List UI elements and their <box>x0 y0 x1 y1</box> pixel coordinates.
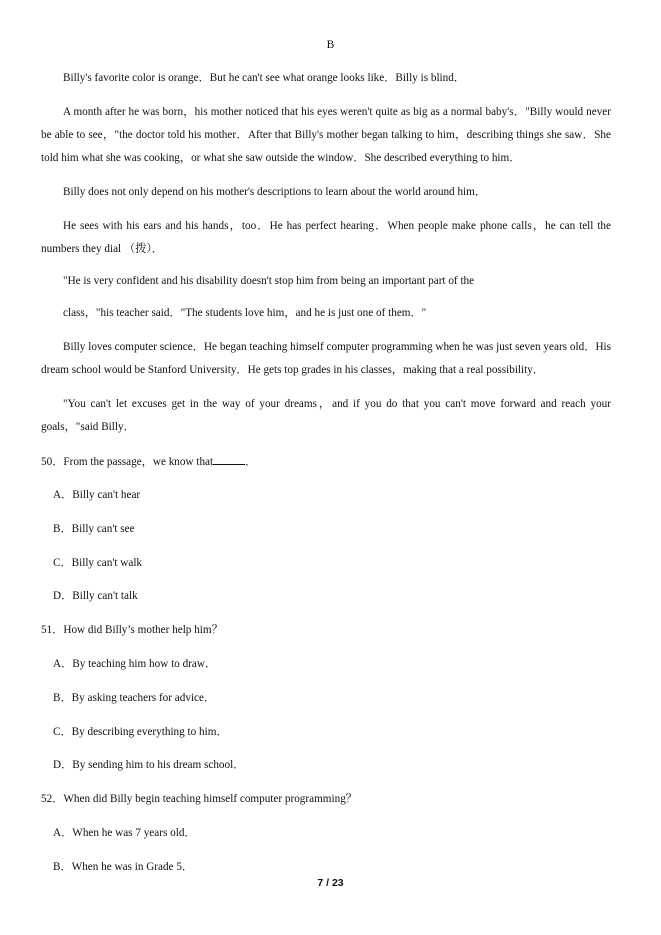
passage-paragraph-7: Billy loves computer science．He began teaching himself computer programming when he was just seven years old．His dream school would be Stanford University．He gets top grades in his classes，making that a real possibility． <box>41 341 611 376</box>
passage-paragraph-3: Billy does not only depend on his mother's descriptions to learn about the world around him． <box>63 186 487 198</box>
section-label: B <box>326 39 335 51</box>
passage-paragraph-6: class，"his teacher said．"The students love him，and he is just one of them．" <box>63 307 427 319</box>
answer-blank <box>213 454 245 465</box>
question-50-option-b: B．Billy can't see <box>53 523 135 535</box>
question-50-option-a: A．Billy can't hear <box>53 489 141 501</box>
passage-paragraph-8: "You can't let excuses get in the way of your dreams，and if you do that you can't move forward and reach your goals，"said Billy． <box>41 398 611 433</box>
question-50-option-c: C．Billy can't walk <box>53 557 143 569</box>
passage-paragraph-1: Billy's favorite color is orange．But he can't see what orange looks like．Billy is blind． <box>63 72 466 84</box>
question-51-option-c: C．By describing everything to him． <box>53 726 228 738</box>
passage-paragraph-5: "He is very confident and his disability doesn't stop him from being an important part of the <box>63 275 475 287</box>
question-50-stem: 50．From the passage，we know that ． <box>41 456 257 468</box>
passage-paragraph-4: He sees with his ears and his hands，too．He has perfect hearing．When people make phone calls，he can tell the numbers they dial （拨）． <box>41 220 611 255</box>
question-51-option-d: D．By sending him to his dream school． <box>53 759 245 771</box>
question-51-option-a: A．By teaching him how to draw． <box>53 658 217 670</box>
question-50-option-d: D．Billy can't talk <box>53 590 138 602</box>
page-number: 7 / 23 <box>317 877 344 889</box>
question-51-option-b: B．By asking teachers for advice． <box>53 692 216 704</box>
passage-paragraph-2: A month after he was born，his mother noticed that his eyes weren't quite as big as a normal baby's．"Billy would never be able to see，"the doctor told his mother．After that Billy's mother began talking to him，describing things she saw．She told him what she was cooking，or what she saw outside the window．She described everything to him． <box>41 106 611 164</box>
question-52-stem: 52．When did Billy begin teaching himself computer programming？ <box>41 793 357 805</box>
question-52-option-a: A．When he was 7 years old． <box>53 827 196 839</box>
question-51-stem: 51．How did Billy’s mother help him？ <box>41 624 223 636</box>
question-52-option-b: B．When he was in Grade 5． <box>53 861 194 873</box>
